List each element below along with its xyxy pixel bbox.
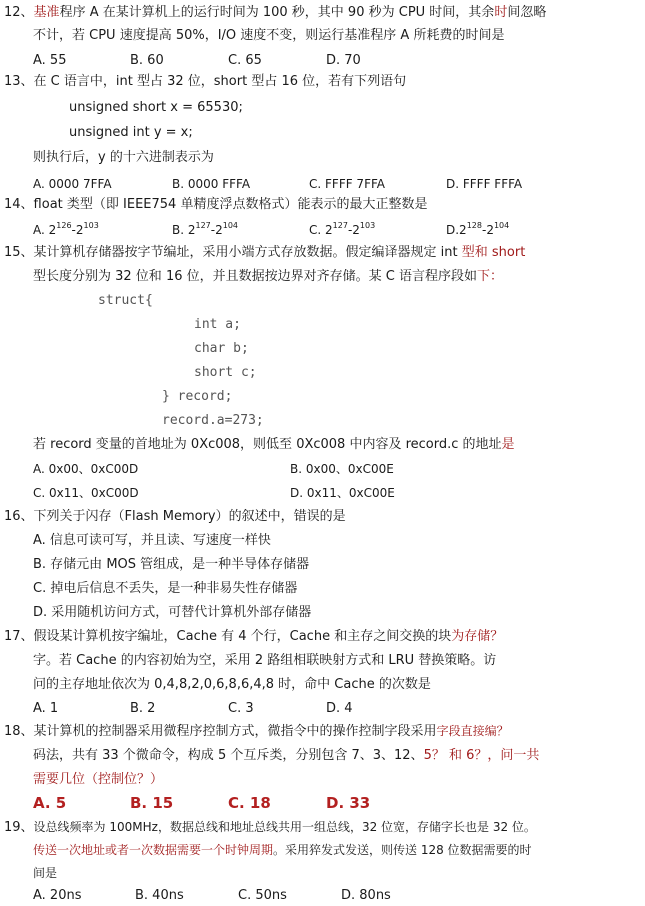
question-text: 码法，共有 33 个微命令，构成 5 个互斥类，分别包含 7、3、12、: [33, 748, 424, 763]
question-number: 19、: [4, 820, 34, 835]
option-text: A. 2: [33, 223, 57, 237]
option-b: B. 60: [130, 53, 164, 68]
question-number: 15、: [4, 245, 34, 260]
code-line: } record;: [162, 389, 233, 404]
question-text: 假设某计算机按字编址，Cache 有 4 个行，Cache 和主存之间交换的块: [33, 629, 452, 644]
question-17-line-1: [4, 628, 503, 645]
option-c: [309, 222, 375, 239]
question-19-line-1: [4, 819, 536, 836]
question-text: 型长度分别为 32 位和 16 位，并且数据按边界对齐存储。某 C 语言程序段如: [33, 269, 477, 284]
question-13-line-2: 则执行后，y 的十六进制表示为: [33, 150, 214, 165]
question-18-line-2: [33, 747, 539, 764]
code-line: short c;: [194, 365, 257, 380]
code-line: int a;: [194, 317, 241, 332]
option-b: B. 15: [130, 794, 174, 812]
option-a: A. 0x00、0xC00D: [33, 462, 139, 476]
question-text: 某计算机的控制器采用微程序控制方式，微指令中的操作控制字段采用: [33, 724, 437, 739]
exponent: 127: [332, 221, 348, 230]
highlighted-text: 是: [501, 437, 515, 452]
highlighted-text: 时: [494, 5, 508, 20]
question-15-line-2: [33, 268, 503, 285]
highlighted-text: 为存储？: [451, 629, 504, 644]
highlighted-text: 5？ 和 6？，问一共: [423, 748, 540, 763]
question-text: 。采用猝发式发送，则传送 128 位数据需要的时: [273, 843, 532, 857]
option-b: B. 40ns: [135, 888, 184, 903]
option-a: A. 信息可读可写，并且读、写速度一样快: [33, 533, 271, 548]
question-text: float 类型（即 IEEE754 单精度浮点数格式）能表示的最大正整数是: [33, 197, 428, 212]
option-text: -2: [347, 223, 360, 237]
exponent: 104: [222, 221, 239, 230]
option-b: B. 2: [130, 701, 156, 716]
exponent: 126: [56, 221, 72, 230]
code-line: unsigned short x = 65530;: [69, 100, 243, 115]
option-a: [33, 222, 99, 239]
code-line: char b;: [194, 341, 249, 356]
option-c: C. 0x11、0xC00D: [33, 486, 139, 500]
option-d: D. FFFF FFFA: [446, 177, 523, 191]
option-c: C. 18: [228, 794, 271, 812]
option-c: C. FFFF 7FFA: [309, 177, 385, 191]
question-16-line-1: [4, 508, 346, 525]
question-text: 某计算机存储器按字节编址，采用小端方式存放数据。假定编译器规定 int: [33, 245, 462, 260]
option-b: B. 0x00、0xC00E: [290, 462, 394, 476]
question-number: 12、: [4, 5, 34, 20]
option-a: A. 20ns: [33, 888, 82, 903]
option-text: -2: [481, 223, 494, 237]
option-b: [172, 222, 238, 239]
highlighted-text: 基准: [33, 5, 60, 20]
exponent: 104: [493, 221, 510, 230]
question-number: 17、: [4, 629, 34, 644]
question-15-line-3: [33, 436, 515, 453]
option-text: -2: [71, 223, 84, 237]
option-a: A. 55: [33, 53, 67, 68]
option-text: C. 2: [309, 223, 333, 237]
question-text: 程序 A 在某计算机上的运行时间为 100 秒，其中 90 秒为 CPU 时间，其余: [59, 5, 495, 20]
highlighted-text: 字段直接编？: [436, 724, 509, 738]
question-15-line-1: [4, 244, 525, 261]
option-c: C. 掉电后信息不丢失，是一种非易失性存储器: [33, 581, 298, 596]
question-number: 13、: [4, 74, 34, 89]
option-a: A. 1: [33, 701, 59, 716]
question-19-line-2: [33, 842, 532, 859]
question-19-line-3: 间是: [33, 866, 58, 880]
option-d: D. 33: [326, 794, 371, 812]
exponent: 103: [359, 221, 376, 230]
question-number: 14、: [4, 197, 34, 212]
question-14-line-1: [4, 196, 427, 213]
question-12-line-1: [4, 4, 546, 21]
option-c: C. 50ns: [238, 888, 287, 903]
question-number: 16、: [4, 509, 34, 524]
code-line: record.a=273;: [162, 413, 264, 428]
option-d: [446, 222, 509, 239]
highlighted-text: 下：: [476, 269, 503, 284]
question-text: 下列关于闪存（Flash Memory）的叙述中，错误的是: [33, 509, 346, 524]
code-line: unsigned int y = x;: [69, 125, 193, 140]
option-b: B. 存储元由 MOS 管组成，是一种半导体存储器: [33, 557, 310, 572]
option-c: C. 3: [228, 701, 254, 716]
question-13-line-1: [4, 73, 406, 90]
question-text: 设总线频率为 100MHz，数据总线和地址总线共用一组总线，32 位宽，存储字长也是 32 位。: [33, 820, 536, 834]
option-text: D.2: [446, 223, 467, 237]
option-a: A. 0000 7FFA: [33, 177, 112, 191]
question-text: 在 C 语言中，int 型占 32 位，short 型占 16 位，若有下列语句: [33, 74, 407, 89]
option-b: B. 0000 FFFA: [172, 177, 251, 191]
question-18-line-1: [4, 723, 509, 740]
question-number: 18、: [4, 724, 34, 739]
option-d: D. 70: [326, 53, 361, 68]
option-a: A. 5: [33, 794, 67, 812]
highlighted-text: 传送一次地址或者一次数据需要一个时钟周期: [33, 843, 274, 857]
exponent: 128: [466, 221, 482, 230]
code-line: struct{: [98, 293, 153, 308]
option-d: D. 采用随机访问方式，可替代计算机外部存储器: [33, 605, 312, 620]
option-text: B. 2: [172, 223, 196, 237]
exponent: 127: [195, 221, 211, 230]
exponent: 103: [83, 221, 99, 230]
question-17-line-3: 问的主存地址依次为 0,4,8,2,0,6,8,6,4,8 时，命中 Cache 的次数是: [33, 677, 431, 692]
option-d: D. 4: [326, 701, 353, 716]
option-c: C. 65: [228, 53, 262, 68]
question-text: 间忽略: [507, 5, 547, 20]
question-12-line-2: 不计，若 CPU 速度提高 50%，I/O 速度不变，则运行基准程序 A 所耗费的时间是: [33, 28, 505, 43]
option-d: D. 80ns: [341, 888, 391, 903]
question-text: 若 record 变量的首地址为 0Xc008，则低至 0Xc008 中内容及 record.c 的地址: [33, 437, 502, 452]
highlighted-text: 型和 short: [461, 245, 526, 260]
question-18-line-3: 需要几位（控制位？）: [33, 772, 164, 787]
option-d: D. 0x11、0xC00E: [290, 486, 395, 500]
option-text: -2: [210, 223, 223, 237]
question-17-line-2: 字。若 Cache 的内容初始为空，采用 2 路组相联映射方式和 LRU 替换策略。访: [33, 653, 497, 668]
